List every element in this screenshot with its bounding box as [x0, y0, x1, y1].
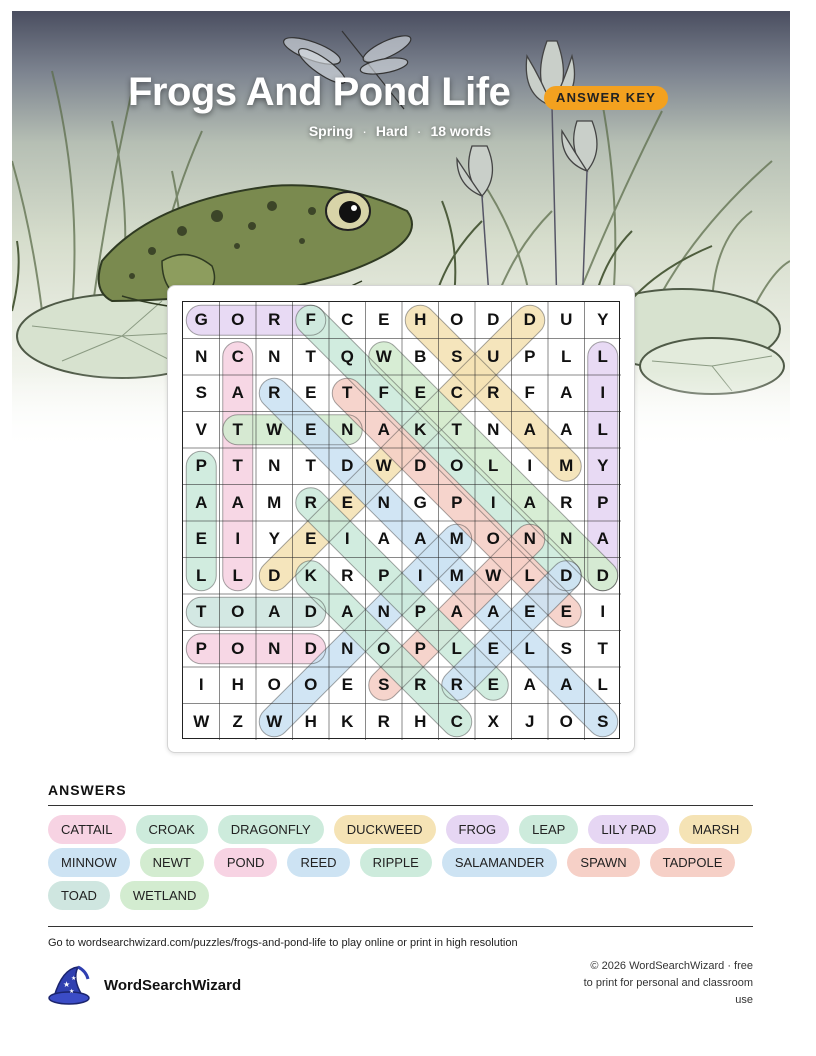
grid-cell[interactable]: N [268, 638, 281, 658]
grid-cell[interactable]: E [487, 675, 499, 695]
grid-cell[interactable]: R [450, 675, 463, 695]
grid-cell[interactable]: N [268, 456, 281, 476]
grid-cell[interactable]: P [597, 492, 609, 512]
grid-cell[interactable]: H [231, 675, 244, 695]
answer-chip: LEAP [519, 815, 578, 844]
wizard-hat-icon [48, 965, 92, 1005]
grid-cell[interactable]: A [414, 529, 427, 549]
brand[interactable] [48, 964, 241, 1006]
grid-cell[interactable]: A [560, 419, 573, 439]
grid-cell[interactable]: C [231, 346, 244, 366]
grid-cell[interactable]: X [487, 711, 499, 731]
grid-cell[interactable]: O [267, 675, 281, 695]
grid-cell[interactable]: Y [597, 310, 609, 330]
answers-divider [48, 805, 753, 806]
copyright-notice: © 2026 WordSearchWizard · free to print for personal and classroom use [583, 960, 753, 1006]
grid-cell[interactable]: E [305, 529, 317, 549]
grid-cell[interactable]: N [487, 419, 500, 439]
grid-cell[interactable]: E [305, 419, 317, 439]
grid-cell[interactable]: R [377, 711, 390, 731]
grid-cell[interactable]: K [414, 419, 427, 439]
answer-chip: NEWT [140, 848, 204, 877]
grid-cell[interactable]: I [527, 456, 533, 476]
grid-cell[interactable]: I [198, 675, 204, 695]
answer-chip: DRAGONFLY [218, 815, 324, 844]
difficulty-label: Hard [375, 123, 408, 139]
grid-cell[interactable]: E [414, 383, 426, 403]
grid-cell[interactable]: O [231, 602, 245, 622]
answer-chip: TADPOLE [650, 848, 736, 877]
page-title: Frogs And Pond Life [128, 70, 511, 114]
footer-divider [48, 926, 753, 927]
brand-name: WordSearchWizard [104, 976, 242, 994]
grid-cell[interactable]: O [450, 310, 464, 330]
grid-cell[interactable]: D [523, 310, 536, 330]
grid-cell[interactable]: A [268, 602, 281, 622]
answers-heading: ANSWERS [48, 782, 127, 798]
answer-chip: DUCKWEED [334, 815, 436, 844]
grid-cell[interactable]: W [485, 565, 502, 585]
answer-chip: RIPPLE [360, 848, 432, 877]
grid-cell[interactable]: R [560, 492, 573, 512]
meta-separator: · [416, 123, 422, 139]
grid-cell[interactable]: E [341, 675, 353, 695]
grid-cell[interactable]: E [560, 602, 572, 622]
grid-cell[interactable]: N [195, 346, 208, 366]
grid-cell[interactable]: T [342, 383, 353, 403]
grid-cell[interactable]: D [414, 456, 427, 476]
grid-cell[interactable]: I [490, 492, 496, 512]
grid-cell[interactable]: A [231, 492, 244, 512]
grid-cell[interactable]: L [597, 675, 608, 695]
svg-text:★: ★ [63, 980, 71, 989]
grid-cell[interactable]: M [449, 529, 464, 549]
word-count-label: 18 words [430, 123, 492, 139]
grid-cell[interactable]: A [195, 492, 208, 512]
grid-cell[interactable]: Q [340, 346, 354, 366]
grid-cell[interactable]: R [414, 675, 427, 695]
grid-cell[interactable]: L [524, 638, 535, 658]
grid-cell[interactable]: O [450, 456, 464, 476]
grid-cell[interactable]: K [341, 711, 354, 731]
grid-cell[interactable]: B [414, 346, 427, 366]
grid-cell[interactable]: C [450, 711, 463, 731]
grid-cell[interactable]: O [304, 675, 318, 695]
grid-cell[interactable]: Z [232, 711, 243, 731]
answer-chip: TOAD [48, 881, 110, 910]
grid-cell[interactable]: M [559, 456, 574, 476]
grid-cell[interactable]: N [377, 602, 390, 622]
grid-cell[interactable]: T [232, 419, 243, 439]
grid-cell[interactable]: H [414, 711, 427, 731]
grid-cell[interactable]: G [194, 310, 208, 330]
grid-cell[interactable]: O [486, 529, 500, 549]
grid-cell[interactable]: P [414, 602, 426, 622]
meta-separator: · [362, 123, 367, 139]
grid-cell[interactable]: O [377, 638, 391, 658]
grid-cell[interactable]: L [524, 565, 535, 585]
answer-chip: SPAWN [567, 848, 639, 877]
grid-cell[interactable]: F [305, 310, 316, 330]
grid-cell[interactable]: Y [597, 456, 609, 476]
grid-cell[interactable]: D [268, 565, 281, 585]
grid-cell[interactable]: A [487, 602, 500, 622]
grid-cell[interactable]: R [341, 565, 354, 585]
grid-cell[interactable]: K [304, 565, 317, 585]
answer-key-badge: ANSWER KEY [544, 86, 668, 110]
letter-cells [183, 302, 621, 740]
grid-cell[interactable]: A [596, 529, 609, 549]
puzzle-meta [0, 123, 800, 139]
grid-cell[interactable]: A [523, 492, 536, 512]
grid-cell[interactable]: H [414, 310, 427, 330]
grid-cell[interactable]: T [597, 638, 608, 658]
answer-list [48, 815, 758, 910]
grid-cell[interactable]: L [451, 638, 462, 658]
grid-cell[interactable]: W [375, 456, 392, 476]
grid-cell[interactable]: L [488, 456, 499, 476]
answer-chip: MINNOW [48, 848, 130, 877]
grid-cell[interactable]: W [266, 419, 283, 439]
grid-cell[interactable]: T [305, 456, 316, 476]
grid-cell[interactable]: E [524, 602, 536, 622]
grid-cell[interactable]: N [341, 638, 354, 658]
grid-cell[interactable]: T [451, 419, 462, 439]
grid-cell[interactable]: E [378, 310, 390, 330]
grid-cell[interactable]: H [304, 711, 317, 731]
title-row [0, 70, 816, 120]
play-online-link[interactable]: Go to wordsearchwizard.com/puzzles/frogs-and-pond-life to play online or print in high resolution [48, 937, 518, 949]
grid-cell[interactable]: D [304, 602, 317, 622]
answer-chip: FROG [446, 815, 510, 844]
grid-cell[interactable]: A [231, 383, 244, 403]
grid-cell[interactable]: D [487, 310, 500, 330]
grid-cell[interactable]: O [231, 310, 245, 330]
grid-cell[interactable]: W [266, 711, 283, 731]
grid-cell[interactable]: I [417, 565, 423, 585]
svg-text:★: ★ [69, 988, 75, 995]
grid-cell[interactable]: P [195, 638, 207, 658]
grid-cell[interactable]: O [231, 638, 245, 658]
grid-cell[interactable]: P [524, 346, 536, 366]
grid-cell[interactable]: F [378, 383, 389, 403]
grid-cell[interactable]: N [268, 346, 281, 366]
svg-text:★: ★ [71, 975, 77, 982]
grid-cell[interactable]: O [559, 711, 573, 731]
grid-cell[interactable]: C [341, 310, 354, 330]
grid-cell[interactable]: L [196, 565, 207, 585]
grid-cell[interactable]: S [560, 638, 572, 658]
grid-cell[interactable]: E [487, 638, 499, 658]
answer-chip: WETLAND [120, 881, 210, 910]
grid-cell[interactable]: A [560, 675, 573, 695]
grid-cell[interactable]: L [597, 419, 608, 439]
grid-cell[interactable]: L [597, 346, 608, 366]
grid-cell[interactable]: E [341, 492, 353, 512]
grid-cell[interactable]: V [195, 419, 207, 439]
grid-cell[interactable]: A [450, 602, 463, 622]
grid-cell[interactable]: U [487, 346, 500, 366]
answer-chip: POND [214, 848, 278, 877]
grid-cell[interactable]: D [304, 638, 317, 658]
grid-cell[interactable]: W [375, 346, 392, 366]
grid-cell[interactable]: E [305, 383, 317, 403]
grid-cell[interactable]: S [597, 711, 609, 731]
letter-grid [182, 301, 620, 739]
grid-cell[interactable]: A [523, 419, 536, 439]
puzzle-card [167, 285, 635, 753]
grid-cell[interactable]: G [413, 492, 427, 512]
grid-cell[interactable]: P [378, 565, 390, 585]
grid-cell[interactable]: C [450, 383, 463, 403]
grid-cell[interactable]: P [451, 492, 463, 512]
grid-cell[interactable]: D [341, 456, 354, 476]
grid-cell[interactable]: N [341, 419, 354, 439]
grid-cell[interactable]: L [561, 346, 572, 366]
grid-cell[interactable]: D [560, 565, 573, 585]
grid-cell[interactable]: A [377, 419, 390, 439]
grid-cell[interactable]: N [523, 529, 536, 549]
answer-chip: MARSH [679, 815, 752, 844]
grid-cell[interactable]: I [600, 383, 606, 403]
grid-cell[interactable]: P [195, 456, 207, 476]
answer-chip: CATTAIL [48, 815, 126, 844]
grid-cell[interactable]: M [449, 565, 464, 585]
grid-cell[interactable]: S [195, 383, 207, 403]
grid-cell[interactable]: I [235, 529, 241, 549]
grid-cell[interactable]: L [232, 565, 243, 585]
grid-cell[interactable]: N [560, 529, 573, 549]
grid-cell[interactable]: A [523, 675, 536, 695]
grid-cell[interactable]: Y [268, 529, 280, 549]
grid-cell[interactable]: J [525, 711, 535, 731]
grid-cell[interactable]: T [232, 456, 243, 476]
grid-cell[interactable]: R [304, 492, 317, 512]
answer-chip: SALAMANDER [442, 848, 558, 877]
grid-cell[interactable]: P [414, 638, 426, 658]
grid-cell[interactable]: N [377, 492, 390, 512]
grid-cell[interactable]: T [196, 602, 207, 622]
grid-cell[interactable]: S [378, 675, 390, 695]
grid-cell[interactable]: A [560, 383, 573, 403]
answer-chip: CROAK [136, 815, 208, 844]
grid-cell[interactable]: I [344, 529, 350, 549]
grid-cell[interactable]: R [268, 383, 281, 403]
grid-cell[interactable]: S [451, 346, 463, 366]
grid-cell[interactable]: A [341, 602, 354, 622]
grid-cell[interactable]: E [195, 529, 207, 549]
grid-cell[interactable]: I [600, 602, 606, 622]
answer-chip: REED [287, 848, 349, 877]
grid-cell[interactable]: F [524, 383, 535, 403]
grid-cell[interactable]: D [596, 565, 609, 585]
grid-cell[interactable]: W [193, 711, 210, 731]
grid-cell[interactable]: R [268, 310, 281, 330]
grid-cell[interactable]: T [305, 346, 316, 366]
season-label: Spring [308, 123, 354, 139]
grid-cell[interactable]: M [267, 492, 282, 512]
grid-cell[interactable]: R [487, 383, 500, 403]
grid-cell[interactable]: U [560, 310, 573, 330]
grid-cell[interactable]: A [377, 529, 390, 549]
answer-chip: LILY PAD [588, 815, 669, 844]
